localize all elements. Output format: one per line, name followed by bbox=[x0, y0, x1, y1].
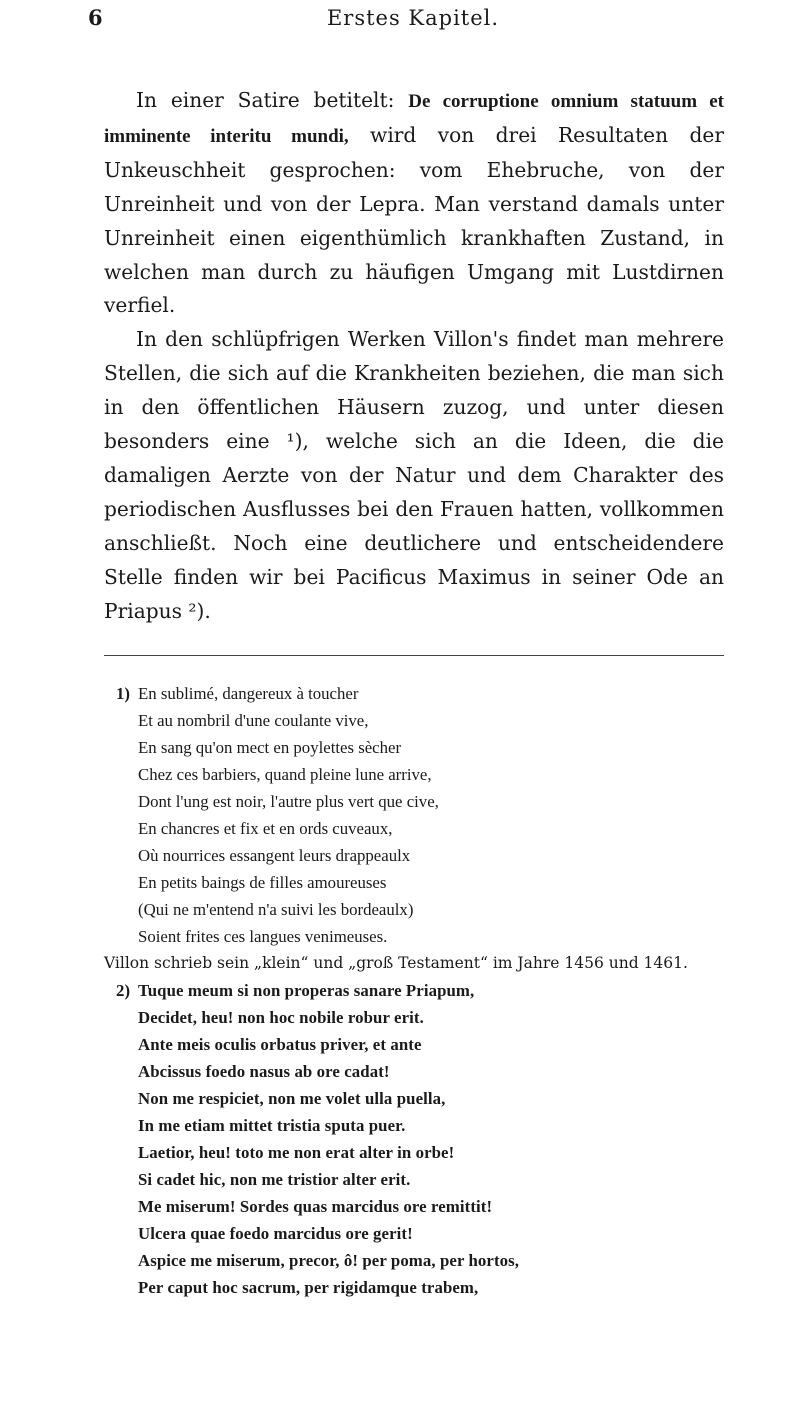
footnote-2-line bbox=[104, 977, 724, 1004]
paragraph-1-rest: wird von drei Resultaten der Unkeuschheit gesprochen: vom Ehebruche, von der Unreinheit und von der Lepra. Man verstand damals unter Unreinheit einen eigenthümlich krankhaften Zustand, in welchen man durch zu häufigen Umgang mit Lustdirnen verfiel. bbox=[104, 122, 724, 318]
verse-line: Tuque meum si non properas sanare Priapum, bbox=[138, 981, 475, 1000]
verse-line: Aspice me miserum, precor, ô! per poma, per hortos, bbox=[138, 1251, 520, 1270]
footnote-1-line bbox=[104, 680, 724, 707]
verse-line: Si cadet hic, non me tristior alter erit. bbox=[138, 1170, 411, 1189]
verse-line: Chez ces barbiers, quand pleine lune arrive, bbox=[138, 765, 432, 784]
chapter-title: Erstes Kapitel. bbox=[326, 6, 500, 30]
verse-line: Ulcera quae foedo marcidus ore gerit! bbox=[138, 1224, 413, 1243]
footnote-2 bbox=[104, 977, 724, 1301]
main-text bbox=[104, 84, 724, 629]
verse-line: Soient frites ces langues venimeuses. bbox=[138, 927, 388, 946]
footnote-1-note: Villon schrieb sein „klein“ und „groß Testament“ im Jahre 1456 und 1461. bbox=[104, 954, 688, 972]
paragraph-1 bbox=[104, 84, 724, 323]
footnote-1-marker: 1) bbox=[116, 684, 130, 703]
verse-line: Ante meis oculis orbatus priver, et ante bbox=[138, 1035, 422, 1054]
verse-line: En sublimé, dangereux à toucher bbox=[138, 684, 359, 703]
verse-line: Laetior, heu! toto me non erat alter in orbe! bbox=[138, 1143, 455, 1162]
verse-line: Dont l'ung est noir, l'autre plus vert que cive, bbox=[138, 792, 439, 811]
verse-line: Me miserum! Sordes quas marcidus ore remittit! bbox=[138, 1197, 493, 1216]
verse-line: Non me respiciet, non me volet ulla puella, bbox=[138, 1089, 446, 1108]
verse-line: Per caput hoc sacrum, per rigidamque trabem, bbox=[138, 1278, 479, 1297]
paragraph-2: In den schlüpfrigen Werken Villon's findet man mehrere Stellen, die sich auf die Krankheiten beziehen, die man sich in den öffentlichen Häusern zuzog, und unter diesen besonders eine ¹), welche sich an die Ideen, die die damaligen Aerzte von der Natur und dem Charakter des periodischen Ausflusses bei den Frauen hatten, vollkommen anschließt. Noch eine deutlichere und entscheidendere Stelle finden wir bei Pacificus Maximus in seiner Ode an Priapus ²). bbox=[104, 327, 724, 623]
verse-line: (Qui ne m'entend n'a suivi les bordeaulx) bbox=[138, 900, 414, 919]
verse-line: Et au nombril d'une coulante vive, bbox=[138, 711, 369, 730]
footnote-divider bbox=[104, 655, 724, 656]
footnotes bbox=[104, 680, 724, 1301]
latin-satire-title: De corruptione omnium statuum et imminente interitu mundi, bbox=[104, 91, 725, 147]
verse-line: In me etiam mittet tristia sputa puer. bbox=[138, 1116, 406, 1135]
verse-line: Decidet, heu! non hoc nobile robur erit. bbox=[138, 1008, 424, 1027]
page-number: 6 bbox=[88, 5, 103, 30]
verse-line: En sang qu'on mect en poylettes sècher bbox=[138, 738, 402, 757]
footnote-1 bbox=[104, 680, 724, 977]
footnote-2-marker: 2) bbox=[116, 981, 131, 1000]
running-head bbox=[88, 0, 738, 36]
paragraph-1-intro: In einer Satire betitelt: bbox=[136, 88, 409, 112]
verse-line: Où nourrices essangent leurs drappeaulx bbox=[138, 846, 411, 865]
verse-line: En chancres et fix et en ords cuveaux, bbox=[138, 819, 393, 838]
verse-line: Abcissus foedo nasus ab ore cadat! bbox=[138, 1062, 390, 1081]
verse-line: En petits baings de filles amoureuses bbox=[138, 873, 387, 892]
